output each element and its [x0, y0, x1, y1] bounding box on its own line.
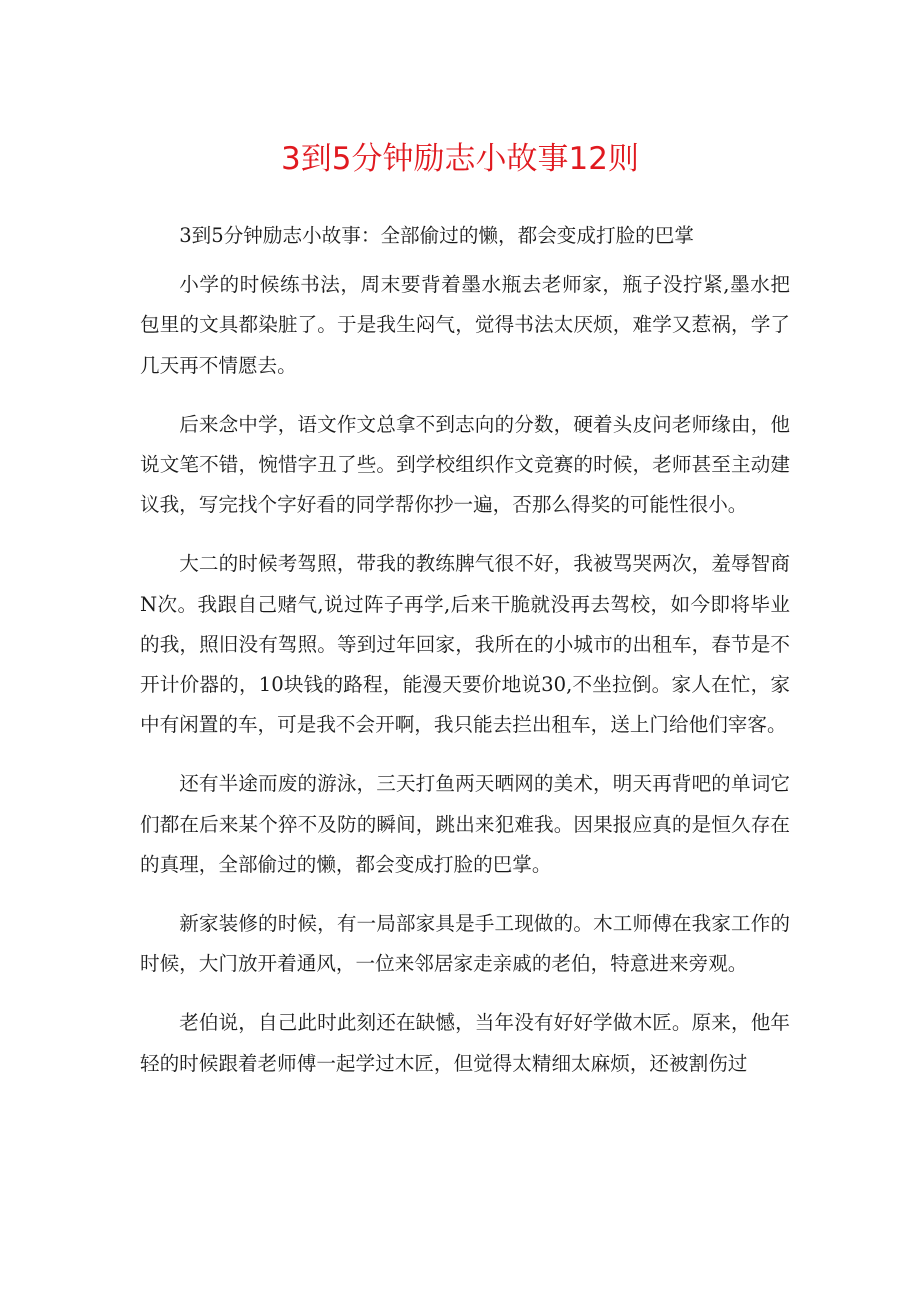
- document-title: 3到5分钟励志小故事12则: [281, 141, 639, 177]
- paragraph-renovation: 新家装修的时候，有一局部家具是手工现做的。木工师傅在我家工作的时候，大门放开着通风，一位来邻居家走亲戚的老伯，特意进来旁观。: [140, 912, 790, 976]
- paragraph-half-hearted: 还有半途而废的游泳，三天打鱼两天晒网的美术，明天再背吧的单词它们都在后来某个猝不及防的瞬间，跳出来犯难我。因果报应真的是恒久存在的真理，全部偷过的懒，都会变成打脸的巴掌。: [140, 772, 790, 876]
- paragraph-calligraphy: 小学的时候练书法，周末要背着墨水瓶去老师家，瓶子没拧紧,墨水把包里的文具都染脏了。于是我生闷气，觉得书法太厌烦，难学又惹祸，学了几天再不情愿去。: [140, 273, 790, 377]
- paragraph-subtitle: 3到5分钟励志小故事：全部偷过的懒，都会变成打脸的巴掌: [179, 224, 694, 247]
- paragraph-old-uncle: 老伯说，自己此时此刻还在缺憾，当年没有好好学做木匠。原来，他年轻的时候跟着老师傅一起学过木匠，但觉得太精细太麻烦，还被割伤过: [140, 1011, 790, 1075]
- paragraph-driving-license: 大二的时候考驾照，带我的教练脾气很不好，我被骂哭两次，羞辱智商N次。我跟自己赌气,说过阵子再学,后来干脆就没再去驾校，如今即将毕业的我，照旧没有驾照。等到过年回家，我所在的小城市的出租车，春节是不开计价器的，10块钱的路程，能漫天要价地说30,不坐拉倒。家人在忙，家中有闲置的车，可是我不会开啊，我只能去拦出租车，送上门给他们宰客。: [140, 552, 790, 737]
- paragraph-middle-school: 后来念中学，语文作文总拿不到志向的分数，硬着头皮问老师缘由，他说文笔不错，惋惜字丑了些。到学校组织作文竞赛的时候，老师甚至主动建议我，写完找个字好看的同学帮你抄一遍，否那么得奖的可能性很小。: [140, 412, 790, 517]
- document-body: [140, 216, 790, 1103]
